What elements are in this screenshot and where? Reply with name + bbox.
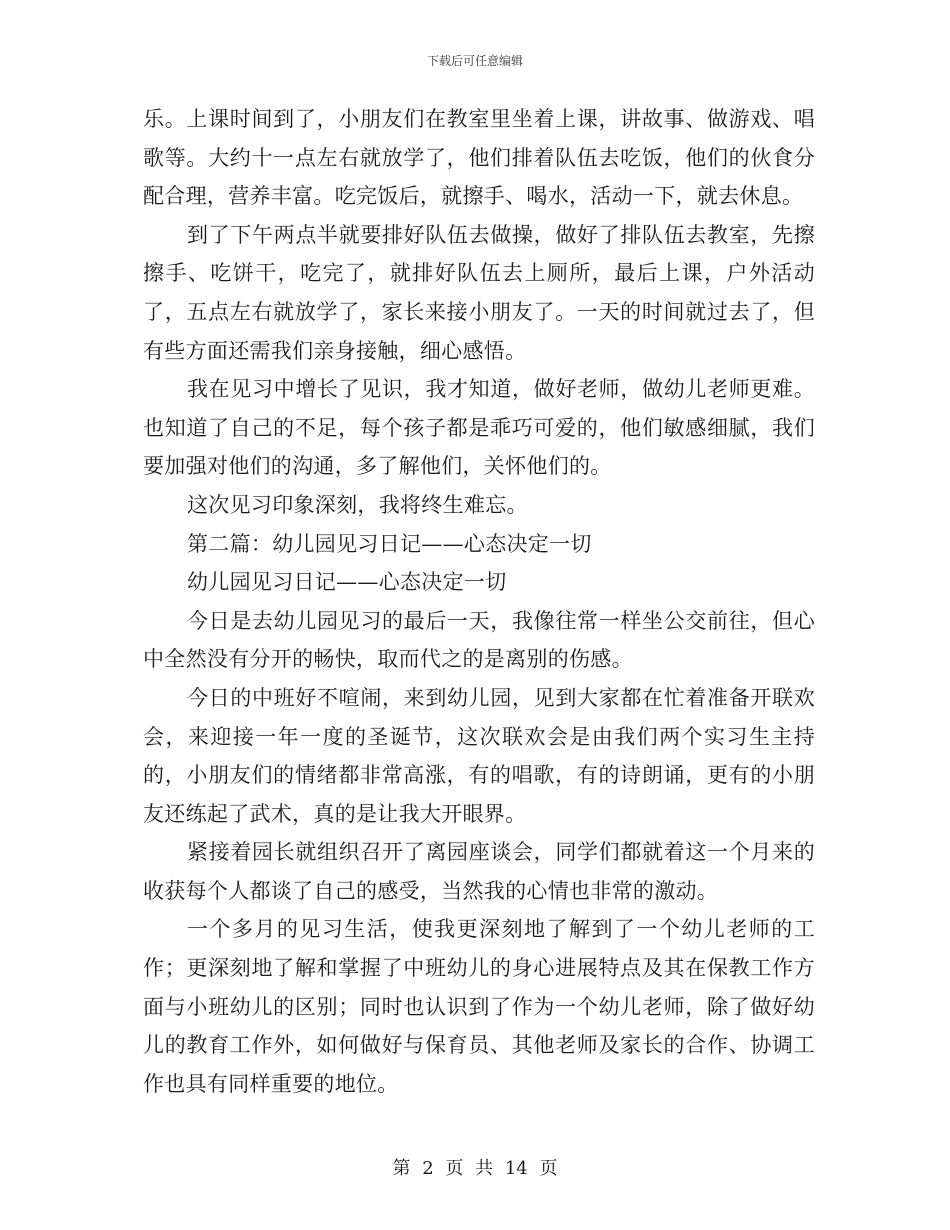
paragraph-9: 紧接着园长就组织召开了离园座谈会，同学们都就着这一个月来的收获每个人都谈了自己的感受，当然我的心情也非常的激动。 <box>143 840 815 903</box>
paragraph-3: 我在见习中增长了见识，我才知道，做好老师，做幼儿老师更难。也知道了自己的不足，每个孩子都是乖巧可爱的，他们敏感细腻，我们要加强对他们的沟通，多了解他们，关怀他们的。 <box>143 377 815 479</box>
paragraph-7: 今日是去幼儿园见习的最后一天，我像往常一样坐公交前往，但心中全然没有分开的畅快，取而代之的是离别的伤感。 <box>143 608 815 672</box>
paragraph-10: 一个多月的见习生活，使我更深刻地了解到了一个幼儿老师的工作；更深刻地了解和掌握了中班幼儿的身心进展特点及其在保教工作方面与小班幼儿的区别；同时也认识到了作为一个幼儿老师，除了做好幼儿的教育工作外，如何做好与保育员、其他老师及家长的合作、协调工作也具有同样重要的地位。 <box>143 917 815 1096</box>
paragraph-4: 这次见习印象深刻，我将终生难忘。 <box>187 492 528 517</box>
page-header: 下载后可任意编辑 <box>426 54 523 68</box>
document-body <box>143 100 815 1103</box>
paragraph-2: 到了下午两点半就要排好队伍去做操，做好了排队伍去教室，先擦擦手、吃饼干，吃完了，就排好队伍去上厕所，最后上课，户外活动了，五点左右就放学了，家长来接小朋友了。一天的时间就过去了，但有些方面还需我们亲身接触，细心感悟。 <box>143 222 815 363</box>
article-title: 幼儿园见习日记——心态决定一切 <box>187 570 507 595</box>
paragraph-1: 乐。上课时间到了，小朋友们在教室里坐着上课，讲故事、做游戏、唱歌等。大约十一点左右就放学了，他们排着队伍去吃饭，他们的伙食分配合理，营养丰富。吃完饭后，就擦手、喝水，活动一下，就去休息。 <box>143 107 815 209</box>
section-heading-2: 第二篇：幼儿园见习日记——心态决定一切 <box>187 531 592 556</box>
page-number-footer: 第 2 页 共 14 页 <box>392 1158 558 1179</box>
paragraph-8: 今日的中班好不喧闹，来到幼儿园，见到大家都在忙着准备开联欢会，来迎接一年一度的圣诞节，这次联欢会是由我们两个实习生主持的，小朋友们的情绪都非常高涨，有的唱歌，有的诗朗诵，更有的小朋友还练起了武术，真的是让我大开眼界。 <box>143 685 815 826</box>
